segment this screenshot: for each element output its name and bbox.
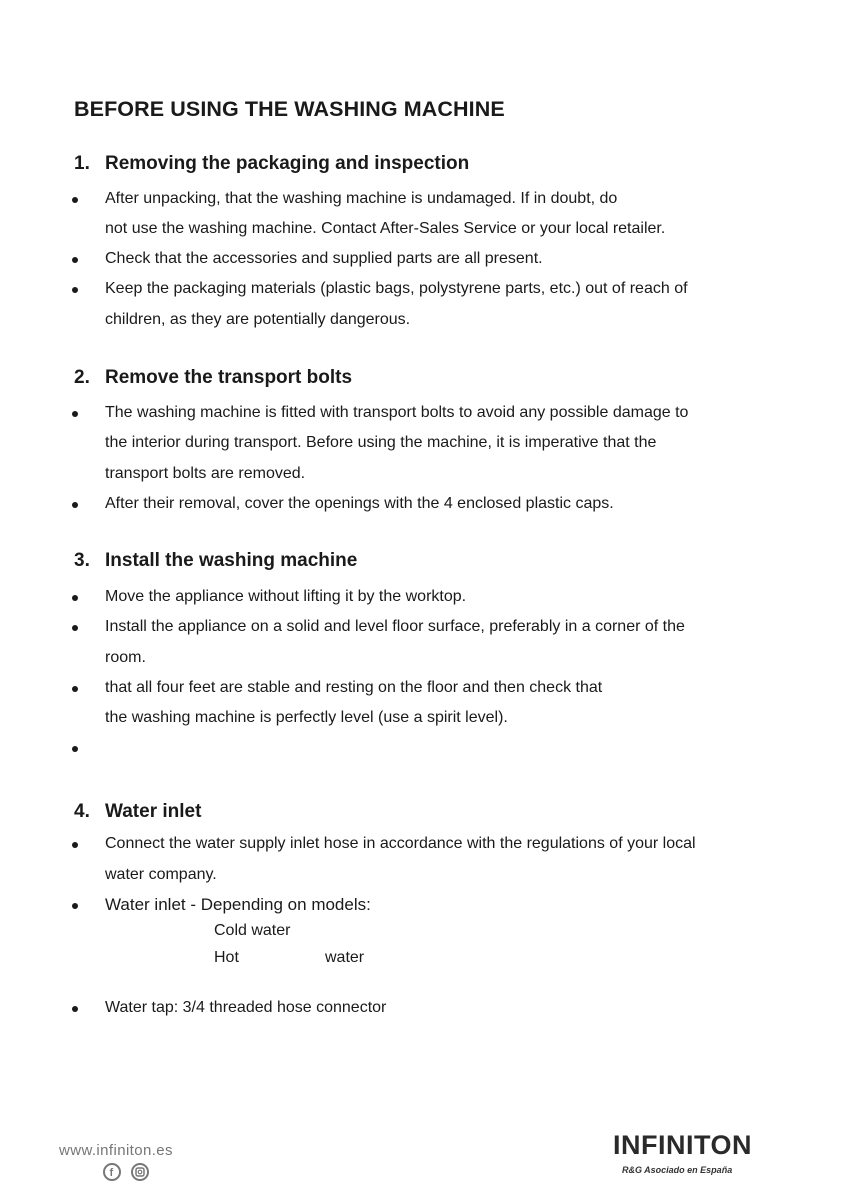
list-item-continuation: transport bolts are removed. [105,465,306,482]
list-item: Connect the water supply inlet hose in accordance with the regulations of your local [105,835,696,852]
section-number: 1. [74,153,90,174]
bullet [72,502,78,508]
list-item: Install the appliance on a solid and level floor surface, preferably in a corner of the [105,618,685,635]
list-item: Water inlet - Depending on models: [105,895,371,914]
list-item: The washing machine is fitted with transport bolts to avoid any possible damage to [105,404,689,421]
bullet [72,411,78,417]
bullet [72,625,78,631]
brand-logo: INFINITON [613,1130,752,1160]
list-item-continuation: children, as they are potentially dangerous. [105,311,411,328]
list-item-continuation: water company. [105,866,217,883]
list-item: Move the appliance without lifting it by the worktop. [105,588,467,605]
bullet [72,903,78,909]
bullet [72,287,78,293]
section-title: Water inlet [105,801,202,822]
bullet [72,1006,78,1012]
bullet [72,197,78,203]
bullet [72,842,78,848]
section-title: Removing the packaging and inspection [105,153,470,174]
section-number: 4. [74,801,90,822]
section-heading-packaging [74,153,469,175]
list-item-continuation: room. [105,649,146,666]
footer-url[interactable]: www.infiniton.es [59,1142,173,1159]
list-item-continuation: the interior during transport. Before using the machine, it is imperative that the [105,434,657,451]
svg-text:f: f [109,1167,114,1179]
section-heading-install [74,550,357,572]
section-heading-water-inlet [74,801,201,823]
bullet-empty [72,746,78,752]
list-item: Check that the accessories and supplied parts are all present. [105,250,543,267]
section-number: 2. [74,367,90,388]
list-item-continuation: the washing machine is perfectly level (use a spirit level). [105,709,508,726]
list-item: Keep the packaging materials (plastic bags, polystyrene parts, etc.) out of reach of [105,280,688,297]
bullet [72,595,78,601]
page-title: BEFORE USING THE WASHING MACHINE [74,97,505,121]
brand-tagline: R&G Asociado en España [622,1165,733,1175]
section-title: Install the washing machine [105,550,358,571]
list-item: that all four feet are stable and resting on the floor and then check that [105,679,603,696]
list-item: After unpacking, that the washing machine is undamaged. If in doubt, do [105,190,618,207]
section-number: 3. [74,550,90,571]
bullet [72,686,78,692]
inlet-option-cold: Cold water [214,922,291,939]
inlet-option-hot-water: water [325,949,365,966]
section-title: Remove the transport bolts [105,367,353,388]
facebook-icon[interactable] [103,1163,121,1181]
list-item: Water tap: 3/4 threaded hose connector [105,999,387,1016]
inlet-option-hot: Hot [214,949,239,966]
bullet [72,257,78,263]
list-item-continuation: not use the washing machine. Contact After-Sales Service or your local retailer. [105,220,666,237]
instagram-icon[interactable] [131,1163,149,1181]
list-item: After their removal, cover the openings with the 4 enclosed plastic caps. [105,495,614,512]
section-heading-transport-bolts [74,367,352,389]
